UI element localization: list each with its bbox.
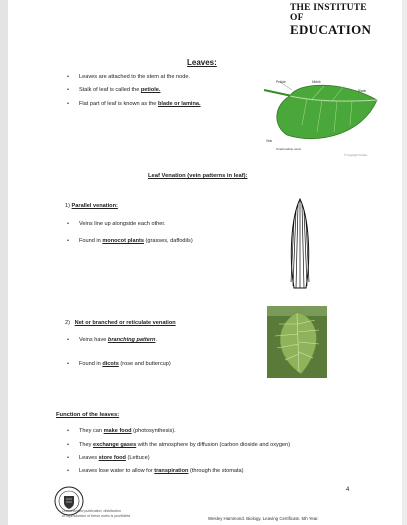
parallel-leaf-drawing [287, 198, 313, 290]
right-page-edge [402, 0, 407, 525]
bullet-dicots: • Found in dicots (rose and buttercup) [67, 361, 171, 367]
bullet-make-food: • They can make food (photosynthesis). [67, 428, 176, 434]
bullet-store-food: • Leaves store food (Lettuce) [67, 455, 150, 461]
bullet-petiole: • Stalk of leaf is called the petiole. [67, 87, 161, 93]
venation-heading: Leaf Venation (vein patterns in leaf): [148, 173, 248, 179]
functions-heading: Function of the leaves: [56, 412, 120, 418]
bullet-branching: • Veins have branching pattern. [67, 337, 158, 343]
bullet-monocot: • Found in monocot plants (grasses, daffodils) [67, 238, 193, 244]
left-page-edge [0, 0, 8, 525]
image-credit: © Copyright Cursed [344, 154, 367, 157]
label-midrib: Midrib [312, 80, 321, 84]
page-title: Leaves: [187, 58, 217, 67]
copyright-line-1: Unauthorised publication, distribution [62, 509, 121, 513]
copyright-notice [62, 509, 130, 519]
copyright-line-2: or reproduction of these notes is prohibited [62, 514, 131, 518]
label-small-vein: Small outline veins [276, 147, 302, 151]
label-petiole: Petiole [276, 80, 286, 84]
bullet-transpiration: • Leaves lose water to allow for transpiration (through the stomata) [67, 468, 244, 474]
page-number: 4 [346, 487, 350, 493]
net-venation-heading: 2) Net or branched or reticulate venation [65, 320, 176, 326]
bullet-parallel-veins: • Veins line up alongside each other. [67, 221, 166, 227]
net-venation-leaf-photo [267, 306, 327, 378]
parallel-venation-heading: 1) Parallel venation: [65, 203, 118, 209]
bullet-node: • Leaves are attached to the stem at the node. [67, 74, 191, 80]
leaf-diagram [262, 80, 382, 160]
page-footer: Wesley Hammond. Biology. Leaving Certificate. 5th Year. [208, 516, 319, 521]
logo-line-2: EDUCATION [290, 22, 372, 37]
label-vein: Vein [266, 139, 273, 143]
logo-line-1: THE INSTITUTE OF [290, 3, 367, 23]
bullet-exchange-gases: • They exchange gases with the atmosphere by diffusion (carbon dioxide and oxygen) [67, 442, 291, 448]
bullet-blade: • Flat part of leaf is known as the blade or lamina. [67, 101, 201, 107]
label-blade: Blade [358, 89, 367, 93]
institute-logo [290, 4, 374, 36]
